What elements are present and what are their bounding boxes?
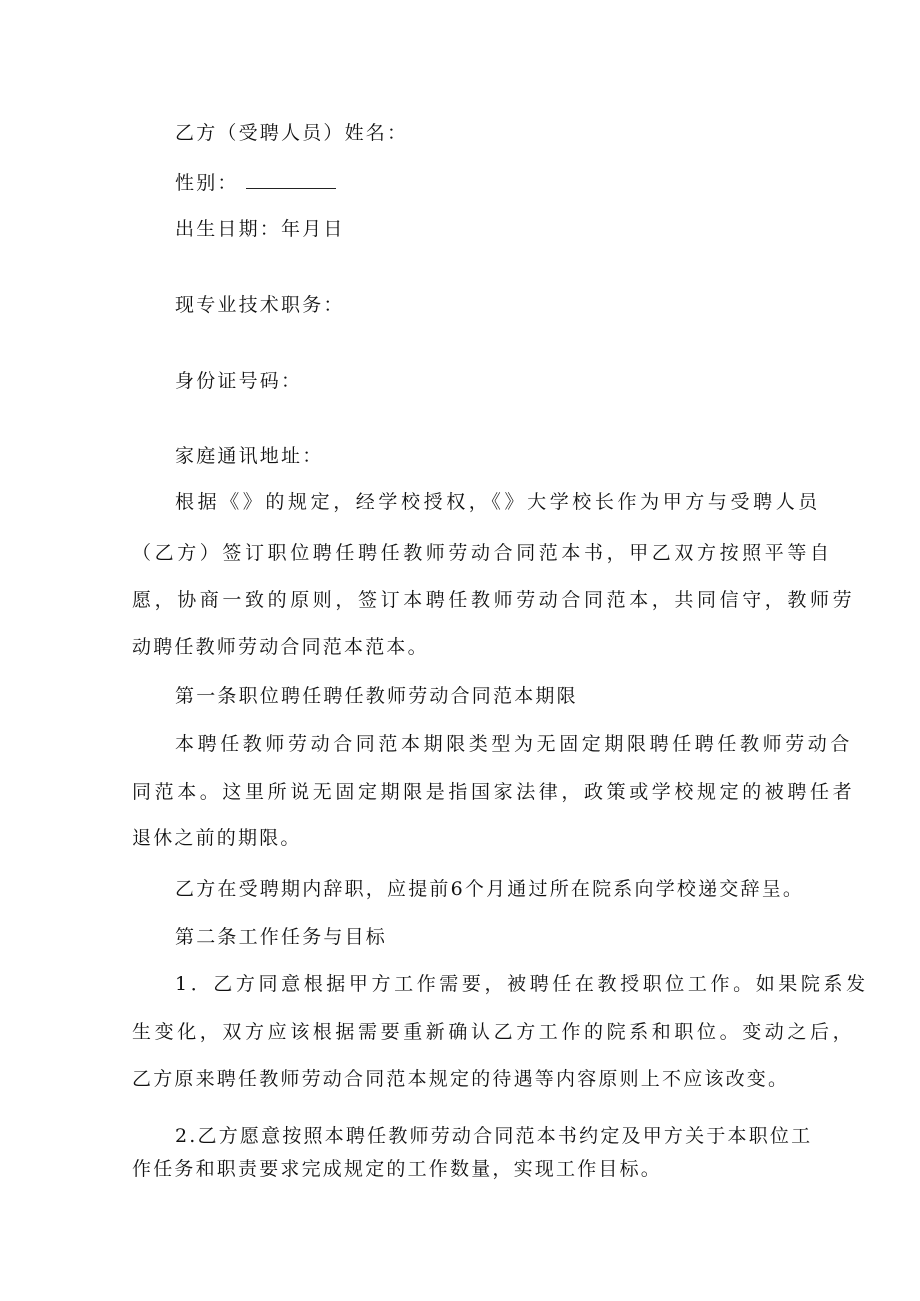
preamble-line-4: 动聘任教师劳动合同范本范本。	[132, 636, 429, 658]
name-label: 乙方（受聘人员）姓名：	[175, 122, 409, 144]
resignation-clause: 乙方在受聘期内辞职，应提前6个月通过所在院系向学校递交辞呈。	[175, 878, 805, 900]
birth-date-label: 出生日期：年月日	[175, 218, 345, 240]
id-number-label: 身份证号码：	[175, 370, 303, 392]
item-1-line-3: 乙方原来聘任教师劳动合同范本规定的待遇等内容原则上不应该改变。	[132, 1068, 790, 1090]
preamble-line-2: （乙方）签订职位聘任聘任教师劳动合同范本书，甲乙双方按照平等自	[132, 542, 833, 564]
article-1-line-3: 退休之前的期限。	[132, 827, 302, 849]
home-address-label: 家庭通讯地址：	[175, 445, 324, 467]
item-2-line-1: 2.乙方愿意按照本聘任教师劳动合同范本书约定及甲方关于本职位工	[175, 1125, 813, 1147]
article-1-title: 第一条职位聘任聘任教师劳动合同范本期限	[175, 685, 578, 707]
item-1-line-2: 生变化，双方应该根据需要重新确认乙方工作的院系和职位。变动之后，	[132, 1021, 856, 1043]
gender-blank-line	[246, 188, 336, 189]
gender-label: 性别：	[175, 172, 239, 194]
item-1-line-1: 1．乙方同意根据甲方工作需要，被聘任在教授职位工作。如果院系发	[175, 973, 869, 995]
professional-title-label: 现专业技术职务：	[175, 294, 345, 316]
preamble-line-3: 愿，协商一致的原则，签订本聘任教师劳动合同范本，共同信守，教师劳	[132, 589, 856, 611]
item-2-line-2: 作任务和职责要求完成规定的工作数量，实现工作目标。	[132, 1158, 663, 1180]
article-2-title: 第二条工作任务与目标	[175, 926, 388, 948]
article-1-line-2: 同范本。这里所说无固定期限是指国家法律，政策或学校规定的被聘任者	[132, 781, 856, 803]
article-1-line-1: 本聘任教师劳动合同范本期限类型为无固定期限聘任聘任教师劳动合	[175, 733, 854, 755]
preamble-line-1: 根据《》的规定，经学校授权，《》大学校长作为甲方与受聘人员	[175, 491, 821, 513]
